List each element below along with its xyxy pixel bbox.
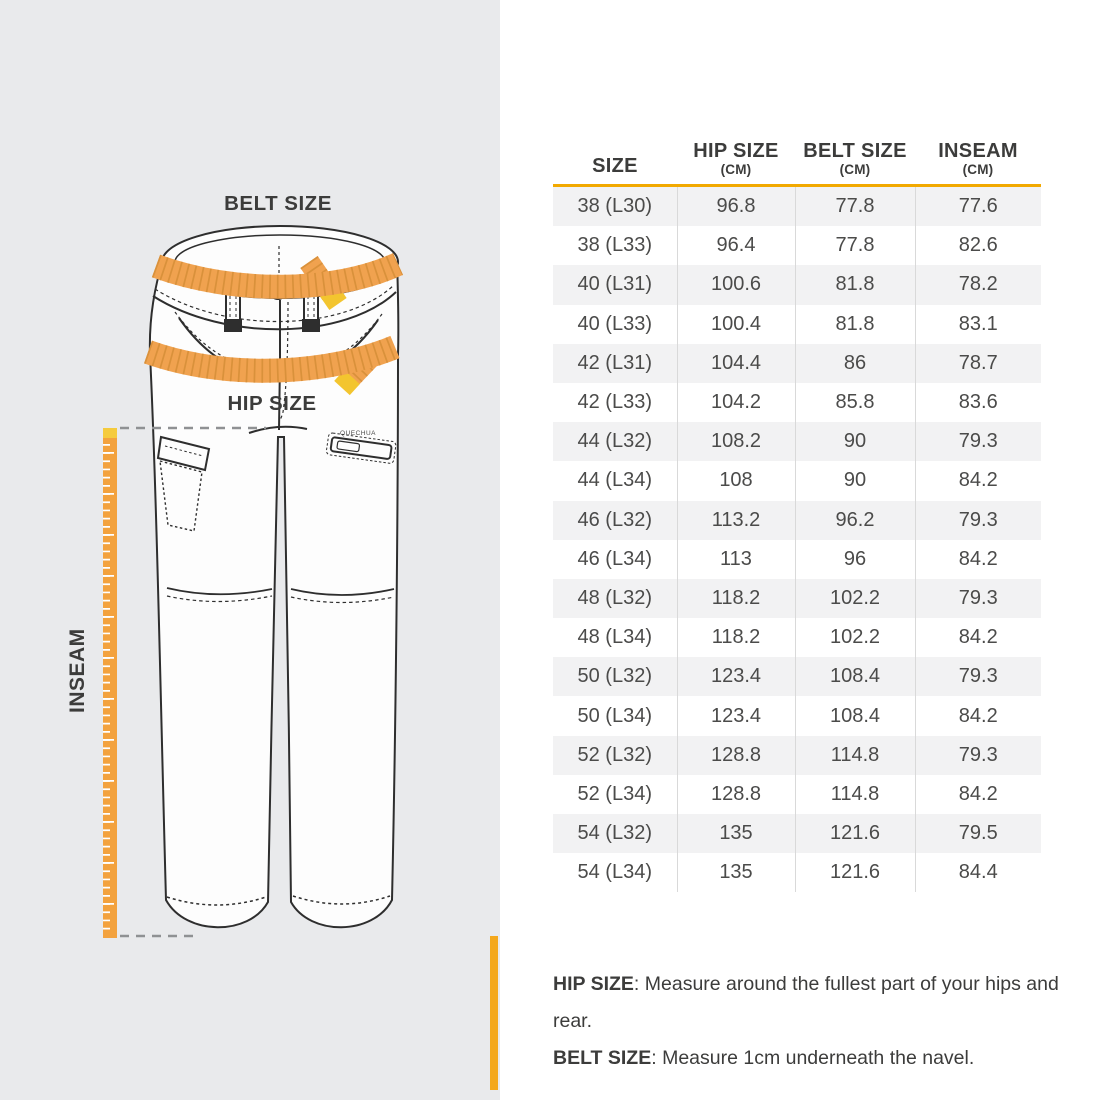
table-cell: 78.7 [915, 344, 1041, 383]
header-row [553, 130, 1041, 186]
table-cell: 84.2 [915, 775, 1041, 814]
table-row [553, 186, 1041, 227]
table-cell: 123.4 [677, 657, 795, 696]
table-cell: 135 [677, 853, 795, 892]
table-cell: 121.6 [795, 853, 915, 892]
table-cell: 46 (L32) [577, 508, 652, 531]
table-cell: 78.2 [915, 265, 1041, 304]
table-cell: 79.3 [915, 579, 1041, 618]
size-table-body [553, 186, 1041, 893]
col-header-hip-size: HIP SIZE (CM) [677, 130, 795, 186]
table-cell: 83.6 [915, 383, 1041, 422]
table-cell: 100.6 [677, 265, 795, 304]
measurement-notes [553, 966, 1073, 1077]
size-table-wrap [553, 130, 1041, 892]
table-row [553, 775, 1041, 814]
table-cell: 54 (L32) [577, 822, 652, 845]
table-cell: 108.2 [677, 422, 795, 461]
table-cell: 48 (L32) [577, 586, 652, 609]
table-cell: 108 [677, 461, 795, 500]
table-row [553, 814, 1041, 853]
table-cell: 82.6 [915, 226, 1041, 265]
table-row [553, 579, 1041, 618]
table-cell: 81.8 [795, 305, 915, 344]
table-row [553, 501, 1041, 540]
table-cell: 50 (L34) [577, 704, 652, 727]
table-cell: 40 (L33) [577, 312, 652, 335]
table-cell: 84.4 [915, 853, 1041, 892]
table-cell: 96.4 [677, 226, 795, 265]
hip-size-label: HIP SIZE [227, 392, 317, 415]
table-cell: 44 (L34) [577, 469, 652, 492]
table-row [553, 422, 1041, 461]
table-cell: 102.2 [795, 579, 915, 618]
table-cell: 102.2 [795, 618, 915, 657]
table-row [553, 736, 1041, 775]
hip-size-note: HIP SIZE: Measure around the fullest part of your hips and rear. [553, 973, 1059, 1032]
pants-measurement-diagram [0, 0, 500, 1100]
table-row [553, 853, 1041, 892]
table-cell: 84.2 [915, 461, 1041, 500]
table-cell: 79.3 [915, 736, 1041, 775]
size-table [553, 130, 1041, 892]
belt-size-note: BELT SIZE: Measure 1cm underneath the navel. [553, 1047, 975, 1069]
table-cell: 114.8 [795, 775, 915, 814]
table-cell: 79.3 [915, 657, 1041, 696]
table-cell: 50 (L32) [577, 665, 652, 688]
table-cell: 79.5 [915, 814, 1041, 853]
table-cell: 42 (L33) [577, 391, 652, 414]
inseam-ruler [103, 428, 117, 938]
inseam-label: INSEAM [66, 628, 89, 713]
table-row [553, 540, 1041, 579]
table-cell: 104.4 [677, 344, 795, 383]
table-cell: 77.8 [795, 186, 915, 227]
table-cell: 121.6 [795, 814, 915, 853]
brand-label: QUECHUA [340, 430, 377, 437]
table-row [553, 383, 1041, 422]
table-cell: 46 (L34) [577, 547, 652, 570]
table-cell: 52 (L34) [577, 782, 652, 805]
table-cell: 86 [795, 344, 915, 383]
table-row [553, 618, 1041, 657]
table-row [553, 226, 1041, 265]
table-cell: 90 [795, 422, 915, 461]
table-row [553, 461, 1041, 500]
table-cell: 108.4 [795, 696, 915, 735]
table-cell: 77.6 [915, 186, 1041, 227]
table-cell: 96.2 [795, 501, 915, 540]
table-cell: 90 [795, 461, 915, 500]
diagram-panel [0, 0, 500, 1100]
table-cell: 48 (L34) [577, 626, 652, 649]
table-cell: 108.4 [795, 657, 915, 696]
table-cell: 113 [677, 540, 795, 579]
table-cell: 113.2 [677, 501, 795, 540]
table-row [553, 696, 1041, 735]
table-cell: 100.4 [677, 305, 795, 344]
table-cell: 84.2 [915, 696, 1041, 735]
table-cell: 79.3 [915, 422, 1041, 461]
table-cell: 135 [677, 814, 795, 853]
pants-outline [150, 226, 399, 927]
table-cell: 96.8 [677, 186, 795, 227]
table-cell: 79.3 [915, 501, 1041, 540]
table-row [553, 265, 1041, 304]
table-cell: 118.2 [677, 618, 795, 657]
table-cell: 77.8 [795, 226, 915, 265]
table-cell: 128.8 [677, 736, 795, 775]
table-cell: 118.2 [677, 579, 795, 618]
col-header-inseam: INSEAM (CM) [915, 130, 1041, 186]
table-cell: 40 (L31) [577, 273, 652, 296]
belt-size-label: BELT SIZE [224, 192, 332, 215]
col-header-size: SIZE [553, 130, 677, 186]
table-row [553, 344, 1041, 383]
accent-bar [490, 936, 498, 1090]
table-row [553, 657, 1041, 696]
col-header-belt-size: BELT SIZE (CM) [795, 130, 915, 186]
table-cell: 104.2 [677, 383, 795, 422]
table-cell: 84.2 [915, 540, 1041, 579]
table-cell: 42 (L31) [577, 351, 652, 374]
table-cell: 128.8 [677, 775, 795, 814]
table-cell: 54 (L34) [577, 861, 652, 884]
table-cell: 83.1 [915, 305, 1041, 344]
table-cell: 114.8 [795, 736, 915, 775]
table-cell: 52 (L32) [577, 743, 652, 766]
table-cell: 38 (L30) [577, 195, 652, 218]
table-cell: 123.4 [677, 696, 795, 735]
table-row [553, 305, 1041, 344]
table-cell: 44 (L32) [577, 430, 652, 453]
table-cell: 85.8 [795, 383, 915, 422]
table-cell: 84.2 [915, 618, 1041, 657]
table-cell: 38 (L33) [577, 234, 652, 257]
table-cell: 81.8 [795, 265, 915, 304]
table-cell: 96 [795, 540, 915, 579]
